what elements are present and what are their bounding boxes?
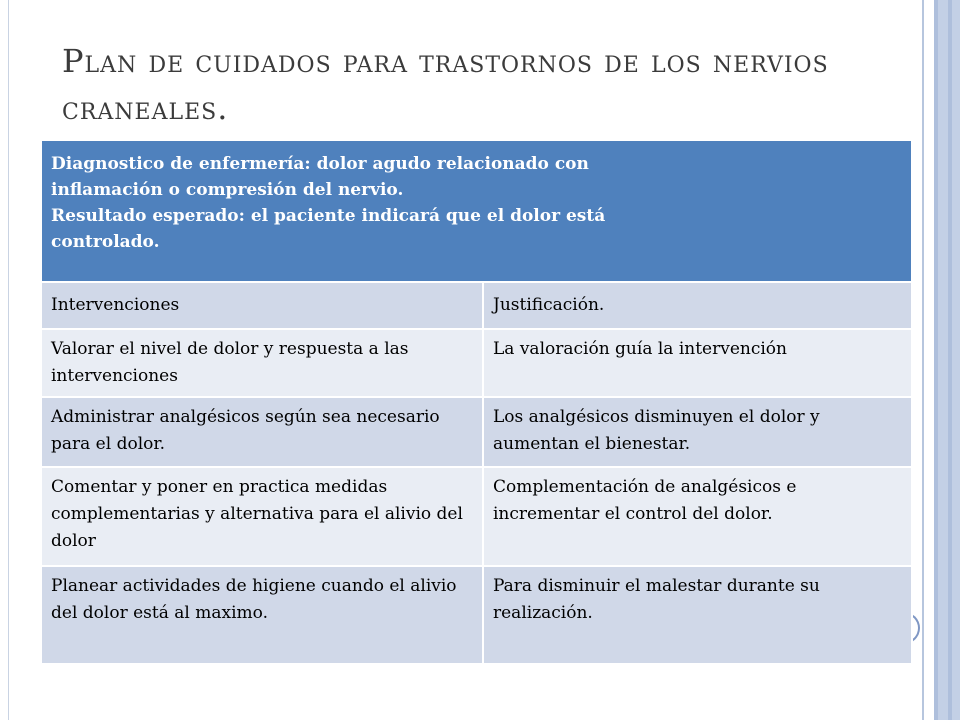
intervention-cell: Valorar el nivel de dolor y respuesta a las intervenciones [41,329,483,397]
expected-result-line2: controlado. [51,232,160,252]
diagnosis-text-line1: Diagnostico de enfermería: dolor agudo relacionado con [51,154,589,174]
expected-result-line1: Resultado esperado: el paciente indicará que el dolor está [51,206,606,226]
table-row [41,467,912,566]
slide-frame-left [8,0,9,720]
column-header-interventions: Intervenciones [41,282,483,329]
table-row [41,566,912,664]
diagnosis-cell [41,140,912,282]
intervention-cell: Planear actividades de higiene cuando el alivio del dolor está al maximo. [41,566,483,664]
intervention-cell: Comentar y poner en practica medidas complementarias y alternativa para el alivio del dolor [41,467,483,566]
justification-cell: La valoración guía la intervención [483,329,912,397]
column-header-row [41,282,912,329]
slide-frame-right-stripes [919,0,960,720]
table-row [41,397,912,467]
justification-cell: Para disminuir el malestar durante su realización. [483,566,912,664]
justification-cell: Los analgésicos disminuyen el dolor y aumentan el bienestar. [483,397,912,467]
slide-title: Plan de cuidados para trastornos de los nervios craneales. [62,42,829,127]
table-row [41,329,912,397]
care-plan-table [40,139,913,665]
intervention-cell: Administrar analgésicos según sea necesario para el dolor. [41,397,483,467]
justification-cell: Complementación de analgésicos e incrementar el control del dolor. [483,467,912,566]
diagnosis-text-line2: inflamación o compresión del nervio. [51,180,404,200]
table-header-row [41,140,912,282]
column-header-justification: Justificación. [483,282,912,329]
